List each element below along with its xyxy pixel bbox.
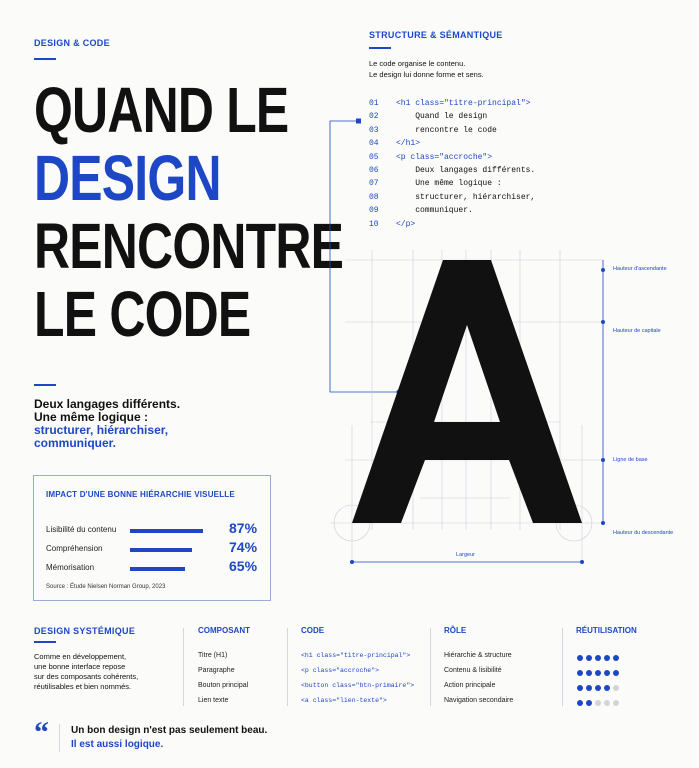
reuse-dot [604,670,610,676]
annotation-width: Largeur [456,552,475,558]
reuse-dot [586,685,592,691]
code-line-number: 10 [369,219,379,229]
hero-line-3: RENCONTRE [34,210,344,282]
tagline-line-4: communiquer. [34,436,117,450]
tagline-line-3b: hiérarchiser, [96,423,169,437]
code-line-text: Une même logique : [396,179,502,189]
metric-label: Compréhension [46,544,103,553]
tagline-line-1: Deux langages différents. [34,397,181,411]
cell-component: Bouton principal [198,682,249,689]
code-line-text: <p class="accroche"> [396,152,493,162]
reuse-dot [586,655,592,661]
reuse-dot [613,670,619,676]
code-line-number: 03 [369,125,379,135]
structure-intro-2: Le design lui donne forme et sens. [369,70,484,79]
reuse-dot [604,700,610,706]
systemic-text-4: réutilisables et bien nommés. [34,682,132,691]
structure-kicker: STRUCTURE & SÉMANTIQUE [369,30,503,40]
metric-value: 87% [229,520,258,536]
reuse-dot [586,700,592,706]
reuse-dot [613,685,619,691]
systemic-text-3: sur des composants cohérents, [34,672,139,681]
quote-line-1: Un bon design n'est pas seulement beau. [71,725,268,736]
cell-role: Hiérarchie & structure [444,652,512,659]
cell-role: Contenu & lisibilité [444,667,502,674]
systemic-kicker: DESIGN SYSTÉMIQUE [34,626,136,636]
reuse-dot [577,670,583,676]
reuse-rating [577,664,622,679]
reuse-dot [595,670,601,676]
cell-code: <h1 class="titre-principal"> [301,652,411,659]
left-kicker: DESIGN & CODE [34,38,110,48]
reuse-dot [577,685,583,691]
code-line-number: 09 [369,206,379,216]
letter-a-glyph [352,260,582,523]
quote-text [71,724,267,752]
code-line-text: Quand le design [396,112,488,122]
column-divider [183,628,184,706]
hero-line-1: QUAND LE [34,74,289,146]
cell-code: <button class="btn-primaire"> [301,682,415,689]
reuse-rating [577,694,622,709]
cell-component: Lien texte [198,697,229,704]
header-reuse: RÉUTILISATION [576,626,637,635]
annotation-capital: Hauteur de capitale [613,328,661,334]
quote-line-2: Il est aussi logique. [71,739,164,750]
header-role: RÔLE [444,626,467,635]
reuse-dot [577,655,583,661]
tagline-line-2: Une même logique : [34,410,149,424]
cell-code: <a class="lien-texte"> [301,697,387,704]
impact-title: IMPACT D'UNE BONNE HIÉRARCHIE VISUELLE [46,490,235,499]
reuse-rating [577,679,622,694]
code-line-number: 01 [369,99,379,108]
reuse-dot [604,655,610,661]
header-component: COMPOSANT [198,626,250,635]
connector-line [330,121,399,392]
metric-value: 65% [229,558,258,574]
hero-line-4: LE CODE [34,278,251,350]
code-line-number: 07 [369,179,379,189]
code-line-text: Deux langages différents. [396,165,536,175]
column-divider [287,628,288,706]
cell-component: Titre (H1) [198,652,228,659]
code-line-text: communiquer. [396,206,473,216]
quote-mark: “ [34,716,49,749]
cell-code: <p class="accroche"> [301,667,380,674]
metric-label: Lisibilité du contenu [46,525,117,534]
reuse-dot [613,700,619,706]
impact-source: Source : Étude Nielsen Norman Group, 2023 [46,584,166,590]
code-line-text: </p> [396,219,416,229]
structure-intro-1: Le code organise le contenu. [369,59,466,68]
code-line-number: 08 [369,192,379,202]
systemic-text [34,652,138,692]
code-line-number: 02 [369,112,379,122]
reuse-dot [595,655,601,661]
tagline-line-3a: structurer, [34,423,97,437]
reuse-dot [604,685,610,691]
code-line-text: </h1> [396,139,421,149]
metric-value: 74% [229,539,258,555]
metric-label: Mémorisation [46,563,95,572]
annotation-ascender: Hauteur d'ascendante [613,266,667,272]
cell-component: Paragraphe [198,667,235,674]
cell-role: Action principale [444,682,496,689]
reuse-dot [595,700,601,706]
systemic-kicker-rule [34,641,56,643]
systemic-text-2: une bonne interface repose [34,662,126,671]
code-line-number: 05 [369,152,379,162]
reuse-dot [613,655,619,661]
header-code: CODE [301,626,325,635]
code-line-text: rencontre le code [396,125,497,135]
reuse-rating [577,649,622,664]
annotation-descender: Hauteur du descendante [613,530,674,536]
code-line-text: structurer, hiérarchiser, [396,192,536,202]
column-divider [562,628,563,706]
column-divider [430,628,431,706]
connector-node [356,119,361,124]
code-line-number: 04 [369,139,379,149]
reuse-dot [577,700,583,706]
cell-role: Navigation secondaire [444,697,514,704]
annotation-baseline: Ligne de base [613,457,648,463]
reuse-dot [595,685,601,691]
systemic-text-1: Comme en développement, [34,652,127,661]
code-line-number: 06 [369,165,379,175]
quote-divider [59,724,60,752]
hero-line-2: DESIGN [34,142,221,214]
reuse-dot [586,670,592,676]
code-line-text: <h1 class="titre-principal"> [396,99,531,108]
